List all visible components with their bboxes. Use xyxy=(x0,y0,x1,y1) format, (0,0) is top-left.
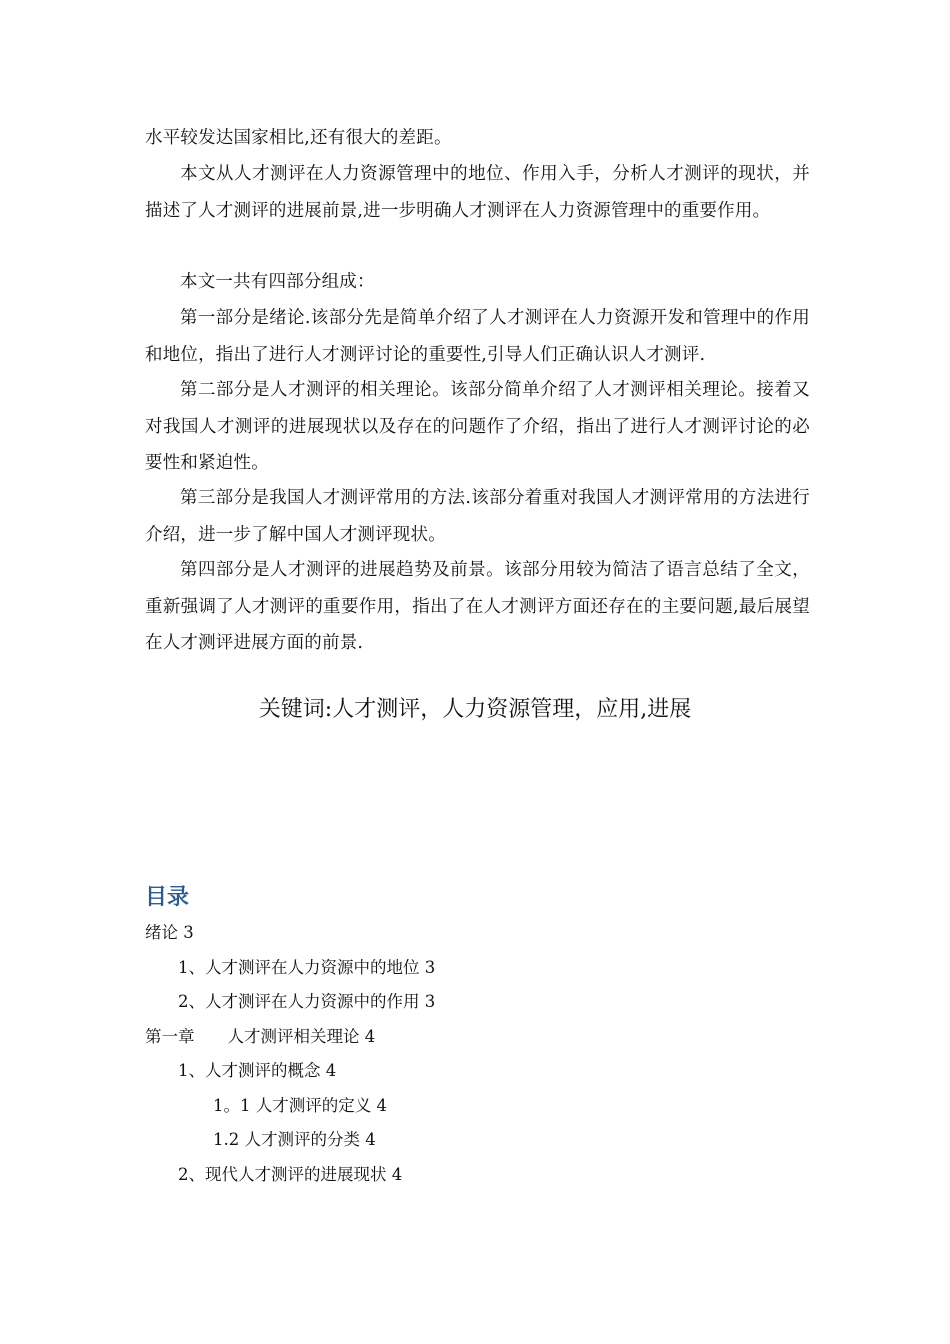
toc-title: 目录 xyxy=(145,885,190,910)
paragraph-part-four: 第四部分是人才测评的进展趋势及前景。该部分用较为简洁了语言总结了全文，重新强调了人才测评的重要作用，指出了在人才测评方面还存在的主要问题,最后展望在人才测评进展方面的前景. xyxy=(145,560,810,653)
toc-item[interactable]: 1、人才测评在人力资源中的地位 3 xyxy=(178,957,436,977)
toc-item[interactable]: 1.2 人才测评的分类 4 xyxy=(213,1130,376,1149)
table-of-contents xyxy=(145,916,745,1192)
toc-item[interactable]: 绪论 3 xyxy=(145,923,194,942)
paragraph-part-one: 第一部分是绪论.该部分先是简单介绍了人才测评在人力资源开发和管理中的作用和地位，指出了进行人才测评讨论的重要性,引导人们正确认识人才测评. xyxy=(145,308,810,365)
toc-item[interactable]: 第一章 人才测评相关理论 4 xyxy=(145,1026,376,1046)
toc-item[interactable]: 1。1 人才测评的定义 4 xyxy=(213,1095,387,1115)
paragraph-intro: 本文从人才测评在人力资源管理中的地位、作用入手，分析人才测评的现状，并描述了人才测评的进展前景,进一步明确人才测评在人力资源管理中的重要作用。 xyxy=(145,164,810,221)
toc-item[interactable]: 2、现代人才测评的进展现状 4 xyxy=(178,1164,403,1184)
paragraph-part-two: 第二部分是人才测评的相关理论。该部分简单介绍了人才测评相关理论。接着又对我国人才测评的进展现状以及存在的问题作了介绍，指出了进行人才测评讨论的必要性和紧迫性。 xyxy=(145,380,810,473)
paragraph-continuation: 水平较发达国家相比,还有很大的差距。 xyxy=(145,128,452,148)
toc-item[interactable]: 2、人才测评在人力资源中的作用 3 xyxy=(178,992,436,1011)
paragraph-structure: 本文一共有四部分组成： xyxy=(180,272,375,292)
paragraph-part-three: 第三部分是我国人才测评常用的方法.该部分着重对我国人才测评常用的方法进行介绍，进一步了解中国人才测评现状。 xyxy=(145,488,810,545)
toc-item[interactable]: 1、人才测评的概念 4 xyxy=(178,1061,337,1080)
keywords-line: 关键词:人才测评，人力资源管理，应用,进展 xyxy=(258,697,692,722)
